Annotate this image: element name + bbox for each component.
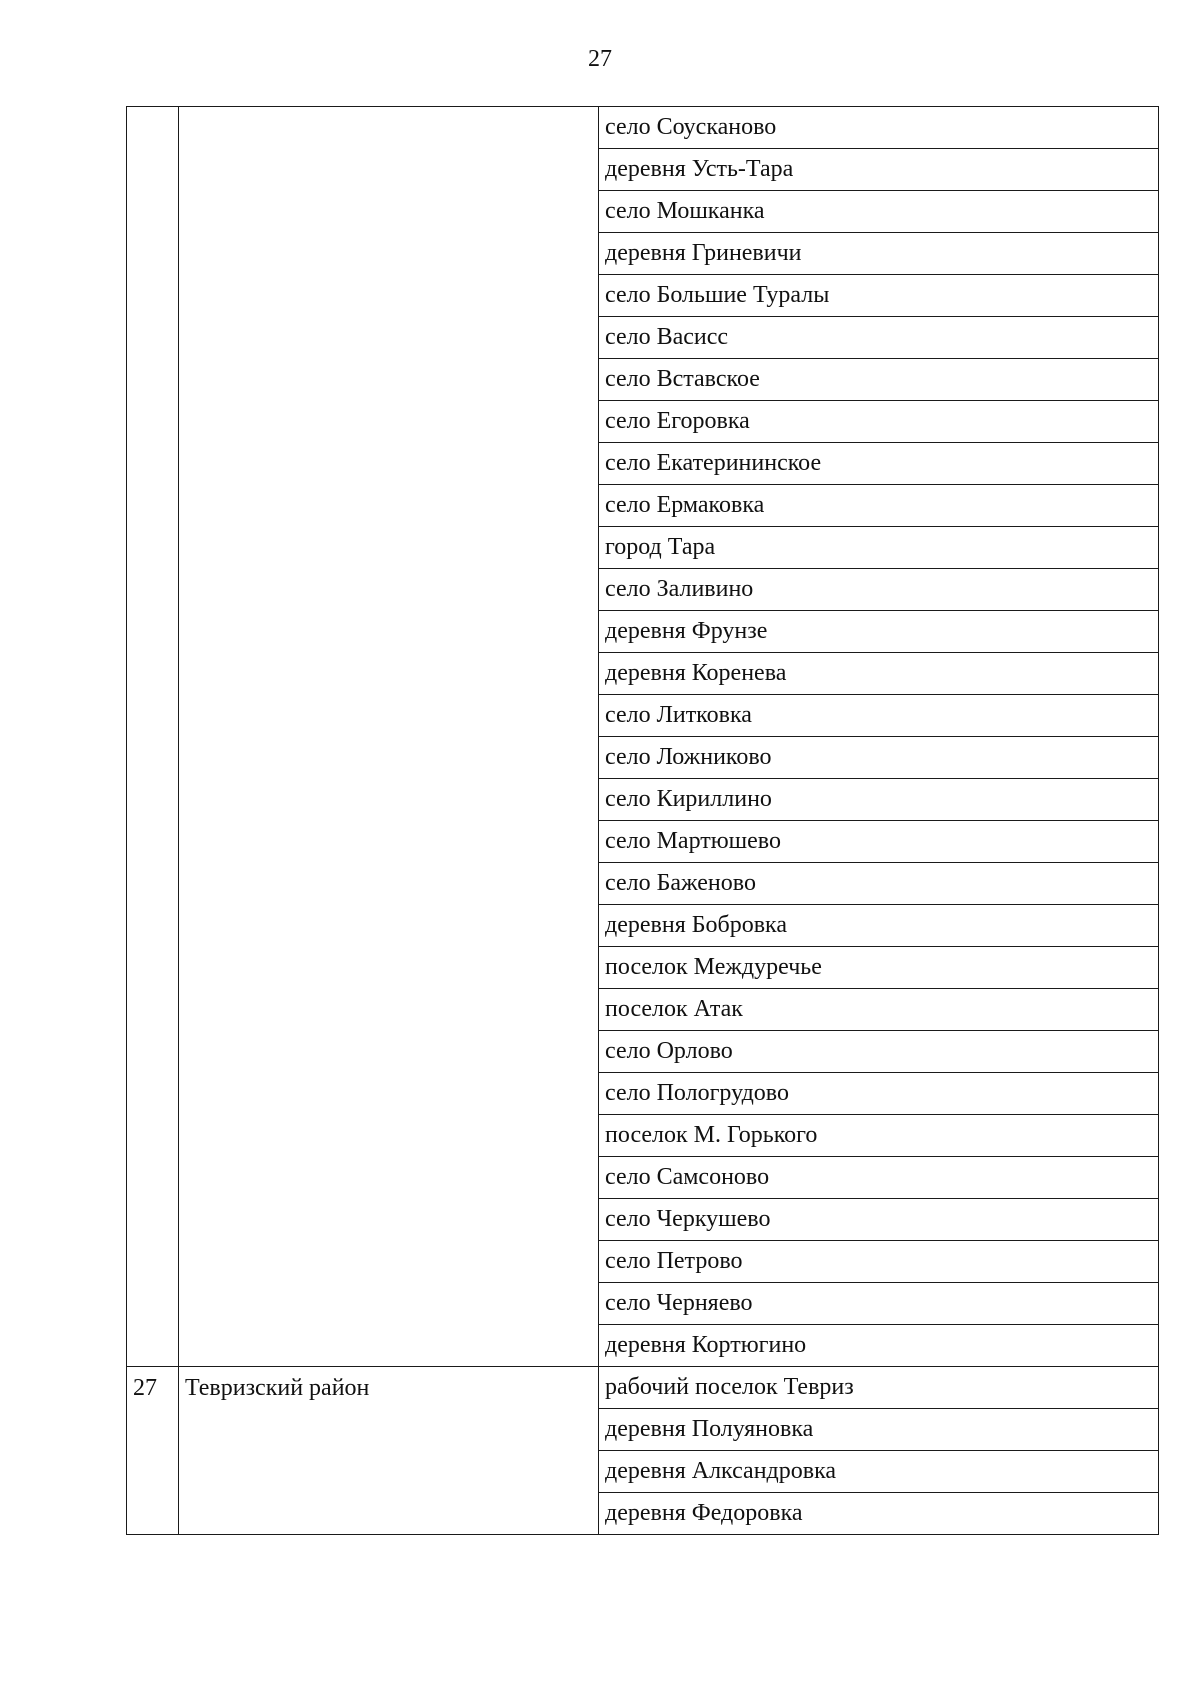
settlement-name-cell: деревня Алксандровка bbox=[599, 1451, 1159, 1493]
settlement-name-cell: село Ермаковка bbox=[599, 485, 1159, 527]
settlement-name-cell: деревня Усть-Тара bbox=[599, 149, 1159, 191]
settlement-name-cell: село Вставское bbox=[599, 359, 1159, 401]
settlements-table-body bbox=[127, 107, 1159, 1535]
row-number-cell: 27 bbox=[127, 1367, 179, 1535]
settlement-name-cell: деревня Полуяновка bbox=[599, 1409, 1159, 1451]
settlement-name-cell: поселок М. Горького bbox=[599, 1115, 1159, 1157]
settlement-name-cell: деревня Коренева bbox=[599, 653, 1159, 695]
settlement-name-cell: село Васисс bbox=[599, 317, 1159, 359]
table-row bbox=[127, 107, 1159, 149]
district-name-cell bbox=[179, 107, 599, 1367]
settlement-name-cell: село Егоровка bbox=[599, 401, 1159, 443]
settlement-name-cell: деревня Фрунзе bbox=[599, 611, 1159, 653]
settlement-name-cell: село Мартюшево bbox=[599, 821, 1159, 863]
settlement-name-cell: село Черкушево bbox=[599, 1199, 1159, 1241]
settlement-name-cell: деревня Гриневичи bbox=[599, 233, 1159, 275]
page-number: 27 bbox=[588, 46, 612, 72]
settlement-name-cell: село Пологрудово bbox=[599, 1073, 1159, 1115]
settlement-name-cell: село Самсоново bbox=[599, 1157, 1159, 1199]
row-number-cell bbox=[127, 107, 179, 1367]
settlement-name-cell: деревня Кортюгино bbox=[599, 1325, 1159, 1367]
settlement-name-cell: село Заливино bbox=[599, 569, 1159, 611]
settlement-name-cell: село Черняево bbox=[599, 1283, 1159, 1325]
settlement-name-cell: рабочий поселок Тевриз bbox=[599, 1367, 1159, 1409]
settlement-name-cell: село Петрово bbox=[599, 1241, 1159, 1283]
settlement-name-cell: село Орлово bbox=[599, 1031, 1159, 1073]
settlement-name-cell: село Мошканка bbox=[599, 191, 1159, 233]
settlements-table bbox=[126, 106, 1159, 1535]
settlement-name-cell: село Соусканово bbox=[599, 107, 1159, 149]
settlement-name-cell: город Тара bbox=[599, 527, 1159, 569]
settlement-name-cell: село Екатерининское bbox=[599, 443, 1159, 485]
settlement-name-cell: село Большие Туралы bbox=[599, 275, 1159, 317]
settlement-name-cell: поселок Атак bbox=[599, 989, 1159, 1031]
settlement-name-cell: село Литковка bbox=[599, 695, 1159, 737]
settlement-name-cell: село Кириллино bbox=[599, 779, 1159, 821]
settlement-name-cell: село Баженово bbox=[599, 863, 1159, 905]
settlement-name-cell: деревня Бобровка bbox=[599, 905, 1159, 947]
settlement-name-cell: деревня Федоровка bbox=[599, 1493, 1159, 1535]
settlement-name-cell: село Ложниково bbox=[599, 737, 1159, 779]
table-row bbox=[127, 1367, 1159, 1409]
settlement-name-cell: поселок Междуречье bbox=[599, 947, 1159, 989]
district-name-cell: Тевризский район bbox=[179, 1367, 599, 1535]
